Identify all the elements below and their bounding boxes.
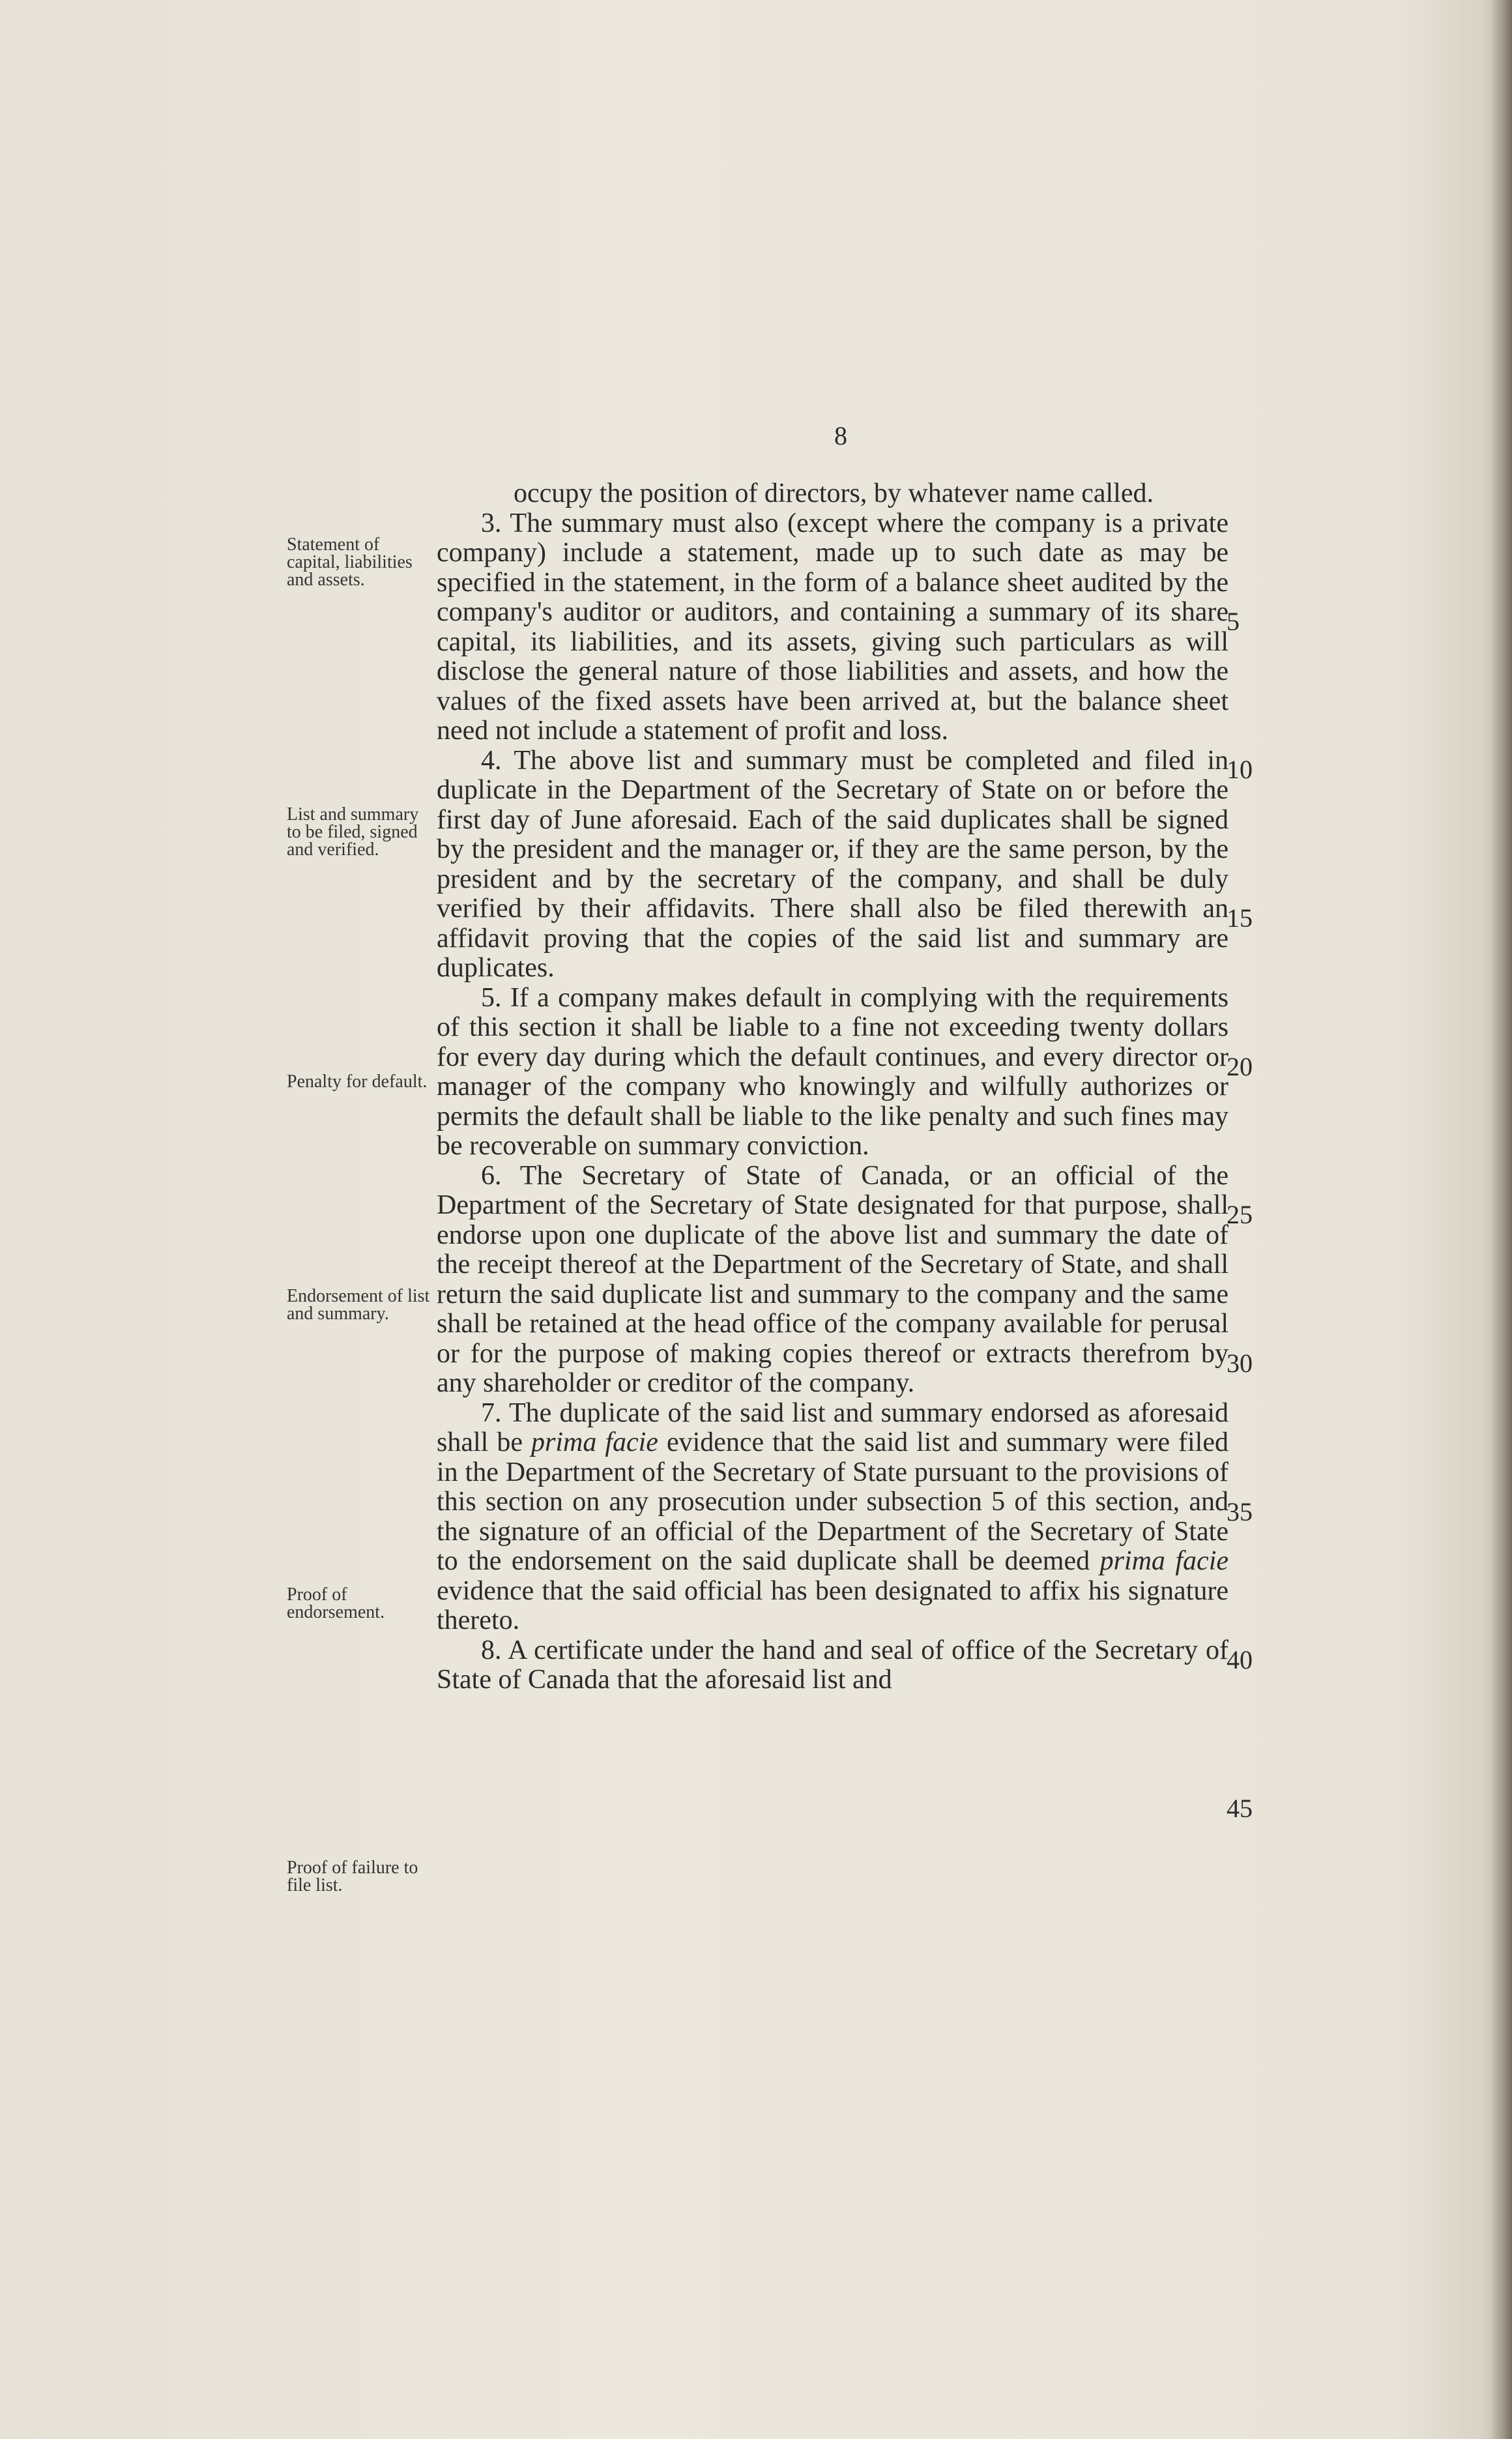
paragraph-5: 5. If a company makes default in complying with the requirements of this section it shall be liable to a fine not exceeding twenty dollars for every day during which the default continues, and every director or manager of the company who knowingly and wilfully authorizes or permits the default shall be liable to the like penalty and such fines may be recoverable on summary conviction.	[437, 982, 1228, 1161]
page-number: 8	[834, 421, 847, 450]
prima-facie-italic-2: prima facie	[1099, 1546, 1228, 1576]
paragraph-continuation: occupy the position of directors, by whatever name called.	[514, 478, 1154, 508]
body-text	[437, 479, 1228, 1695]
line-number-30: 30	[1227, 1349, 1253, 1378]
line-number-5: 5	[1227, 607, 1240, 636]
paragraph-7-part-1: 7. The duplicate of the said list and summary endorsed as aforesaid shall be	[437, 1397, 1228, 1457]
paragraph-7	[437, 1399, 1228, 1636]
prima-facie-italic-1: prima facie	[531, 1427, 658, 1457]
paragraph-6: 6. The Secretary of State of Canada, or an official of the Department of the Secretary of State designated for that purpose, shall endorse upon one duplicate of the above list and summary the date of the receipt thereof at the Department of the Secretary of State, and shall return the said duplicate list and summary to the company and the same shall be retained at the head office of the company available for perusal or for the purpose of making copies thereof or extracts therefrom by any shareholder or creditor of the company.	[437, 1160, 1228, 1398]
marginal-note-list-filed: List and summary to be filed, signed and verified.	[287, 804, 419, 860]
paragraph-4: 4. The above list and summary must be completed and filed in duplicate in the Department of the Secretary of State on or before the first day of June aforesaid. Each of the said duplicates shall be signed by the president and the manager or, if they are the same person, by the president and by the secretary of the company, and shall be duly verified by their affidavits. There shall also be filed therewith an affidavit proving that the copies of the said list and summary are duplicates.	[437, 745, 1228, 983]
line-number-40: 40	[1227, 1645, 1253, 1674]
paragraph-3: 3. The summary must also (except where the company is a private company) include a statement, made up to such date as may be specified in the statement, in the form of a balance sheet audited by the company's auditor or auditors, and containing a summary of its share capital, its liabilities, and its assets, giving such particulars as will disclose the general nature of those liabilities and assets, and how the values of the fixed assets have been arrived at, but the balance sheet need not include a statement of profit and loss.	[437, 508, 1228, 746]
line-number-25: 25	[1227, 1200, 1253, 1229]
paragraph-7-part-2: evidence that the said list and summary were filed in the Department of the Secretary of State pursuant to the provisions of this section on any prosecution under subsection 5 of this section, and the signature of an official of the Department of the Secretary of State to the endorsement on the said duplicate shall be deemed	[437, 1427, 1228, 1576]
line-number-35: 35	[1227, 1497, 1253, 1526]
line-number-45: 45	[1227, 1794, 1253, 1823]
paragraph-7-part-3: evidence that the said official has been designated to affix his signature thereto.	[437, 1575, 1228, 1635]
marginal-note-proof-failure: Proof of failure to file list.	[287, 1858, 418, 1895]
marginal-note-proof-endorsement: Proof of endorsement.	[287, 1585, 385, 1622]
paragraph-8: 8. A certificate under the hand and seal of office of the Secretary of State of Canada that the aforesaid list and	[437, 1635, 1228, 1695]
marginal-note-penalty: Penalty for default.	[287, 1072, 428, 1092]
line-number-20: 20	[1227, 1052, 1253, 1081]
line-number-15: 15	[1227, 903, 1253, 933]
marginal-note-statement: Statement of capital, liabilities and assets.	[287, 534, 413, 590]
page-edge-shadow	[1490, 0, 1512, 2439]
line-number-10: 10	[1227, 755, 1253, 784]
marginal-note-endorsement: Endorsement of list and summary.	[287, 1286, 430, 1324]
